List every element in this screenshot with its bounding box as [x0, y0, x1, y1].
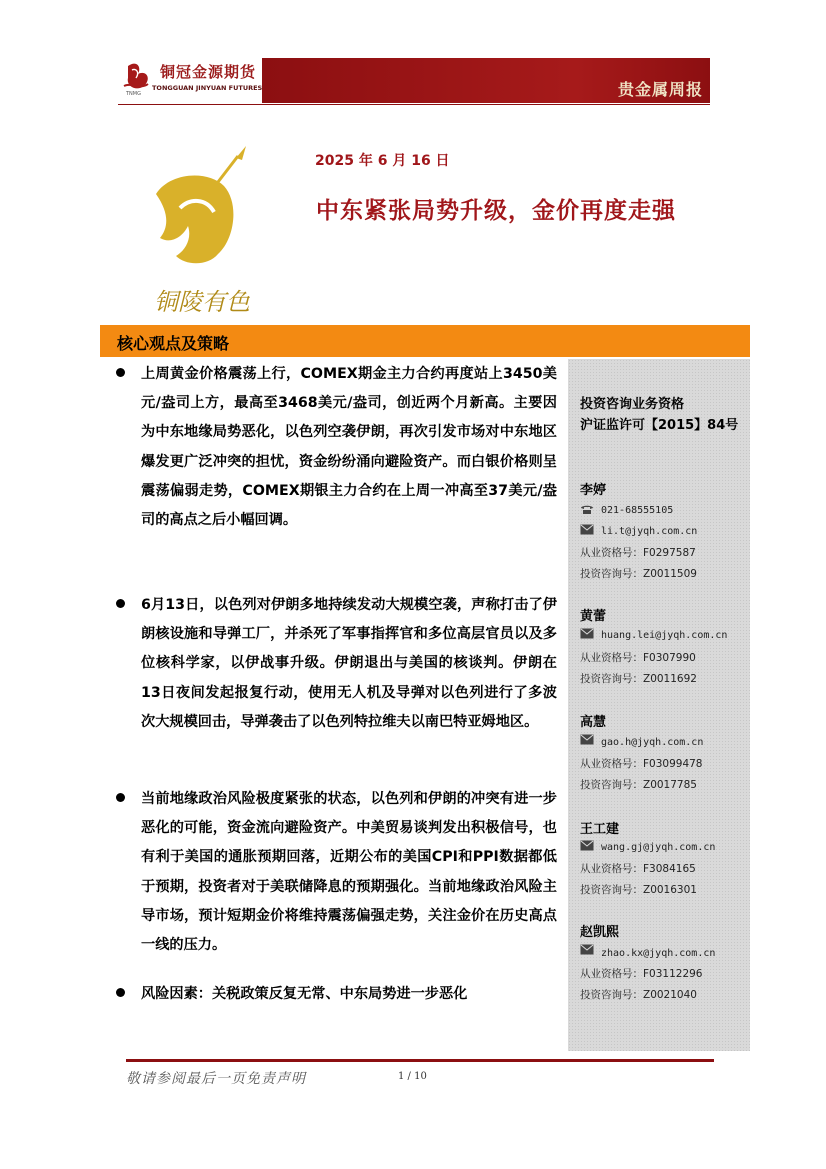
email-icon	[580, 628, 594, 639]
analyst-license: 从业资格号：F03099478	[580, 758, 703, 770]
analyst-license: 从业资格号：F0297587	[580, 547, 696, 559]
email-icon	[580, 734, 594, 745]
analyst-email: gao.h@jyqh.com.cn	[601, 737, 704, 748]
email-icon	[580, 840, 594, 851]
email-icon	[580, 944, 594, 955]
bullet-icon	[116, 988, 125, 997]
analyst-email: li.t@jyqh.com.cn	[601, 526, 698, 537]
brand-name-cn: 铜冠金源期货	[160, 63, 257, 81]
qualification-line: 投资咨询业务资格	[580, 397, 685, 412]
brand-name-en: TONGGUAN JINYUAN FUTURES	[152, 84, 263, 92]
analyst-email: huang.lei@jyqh.com.cn	[601, 630, 728, 641]
bullet-icon	[116, 793, 125, 802]
analyst-advisory: 投资咨询号：Z0011692	[580, 673, 697, 685]
analyst-advisory: 投资咨询号：Z0017785	[580, 779, 697, 791]
analyst-name: 黄蕾	[580, 609, 607, 624]
analyst-advisory: 投资咨询号：Z0011509	[580, 568, 697, 580]
disclaimer-note: 敬请参阅最后一页免责声明	[126, 1071, 306, 1087]
report-date: 2025 年 6 月 16 日	[315, 153, 450, 169]
emblem-icon	[148, 142, 258, 317]
key-point-paragraph: 6月13日，以色列对伊朗多地持续发动大规模空袭，声称打击了伊朗核设施和导弹工厂，并杀死了军事指挥官和多位高层官员以及多位核科学家，以伊战事升级。伊朗退出与美国的核谈判。伊朗在13日夜间发起报复行动，使用无人机及导弹对以色列进行了多波次大规模回击，导弹袭击了以色列特拉维夫以南巴特亚姆地区。	[141, 597, 557, 730]
key-point-paragraph: 上周黄金价格震荡上行，COMEX期金主力合约再度站上3450美元/盎司上方，最高至3468美元/盎司，创近两个月新高。主要因为中东地缘局势恶化，以色列空袭伊朗，再次引发市场对中东地区爆发更广泛冲突的担忧，资金纷纷涌向避险资产。而白银价格则呈震荡偏弱走势，COMEX期银主力合约在上周一冲高至37美元/盎司的高点之后小幅回调。	[141, 366, 557, 529]
analyst-name: 赵凯熙	[580, 925, 620, 940]
email-icon	[580, 524, 594, 535]
phone-icon	[580, 504, 594, 515]
analyst-name: 高慧	[580, 715, 607, 730]
license-line: 沪证监许可【2015】84号	[580, 418, 739, 433]
report-type: 贵金属周报	[617, 80, 703, 99]
analyst-name: 王工建	[580, 822, 620, 837]
bullet-icon	[116, 368, 125, 377]
analyst-email: wang.gj@jyqh.com.cn	[601, 842, 716, 853]
risk-factors: 风险因素：关税政策反复无常、中东局势进一步恶化	[141, 986, 468, 1002]
analyst-name: 李婷	[580, 483, 607, 498]
analyst-email: zhao.kx@jyqh.com.cn	[601, 948, 716, 959]
analyst-license: 从业资格号：F03112296	[580, 968, 703, 980]
analyst-license: 从业资格号：F3084165	[580, 863, 696, 875]
analyst-license: 从业资格号：F0307990	[580, 652, 696, 664]
header-divider	[118, 104, 710, 105]
page-number: 1 / 10	[398, 1071, 427, 1082]
section-title: 核心观点及策略	[117, 334, 230, 353]
analyst-advisory: 投资咨询号：Z0016301	[580, 884, 697, 896]
svg-text:铜陵有色: 铜陵有色	[154, 288, 250, 316]
analyst-phone: 021-68555105	[601, 505, 674, 516]
report-title: 中东紧张局势升级，金价再度走强	[316, 197, 676, 224]
key-point-paragraph: 当前地缘政治风险极度紧张的状态，以色列和伊朗的冲突有进一步恶化的可能，资金流向避险资产。中美贸易谈判发出积极信号，也有利于美国的通胀预期回落，近期公布的美国CPI和PPI数据都低于预期，投资者对于美联储降息的预期强化。当前地缘政治风险主导市场，预计短期金价将维持震荡偏强走势，关注金价在历史高点一线的压力。	[141, 791, 557, 954]
footer-divider	[126, 1059, 714, 1062]
bullet-icon	[116, 599, 125, 608]
analyst-advisory: 投资咨询号：Z0021040	[580, 989, 697, 1001]
brand-abbr: TNMG	[126, 91, 141, 97]
